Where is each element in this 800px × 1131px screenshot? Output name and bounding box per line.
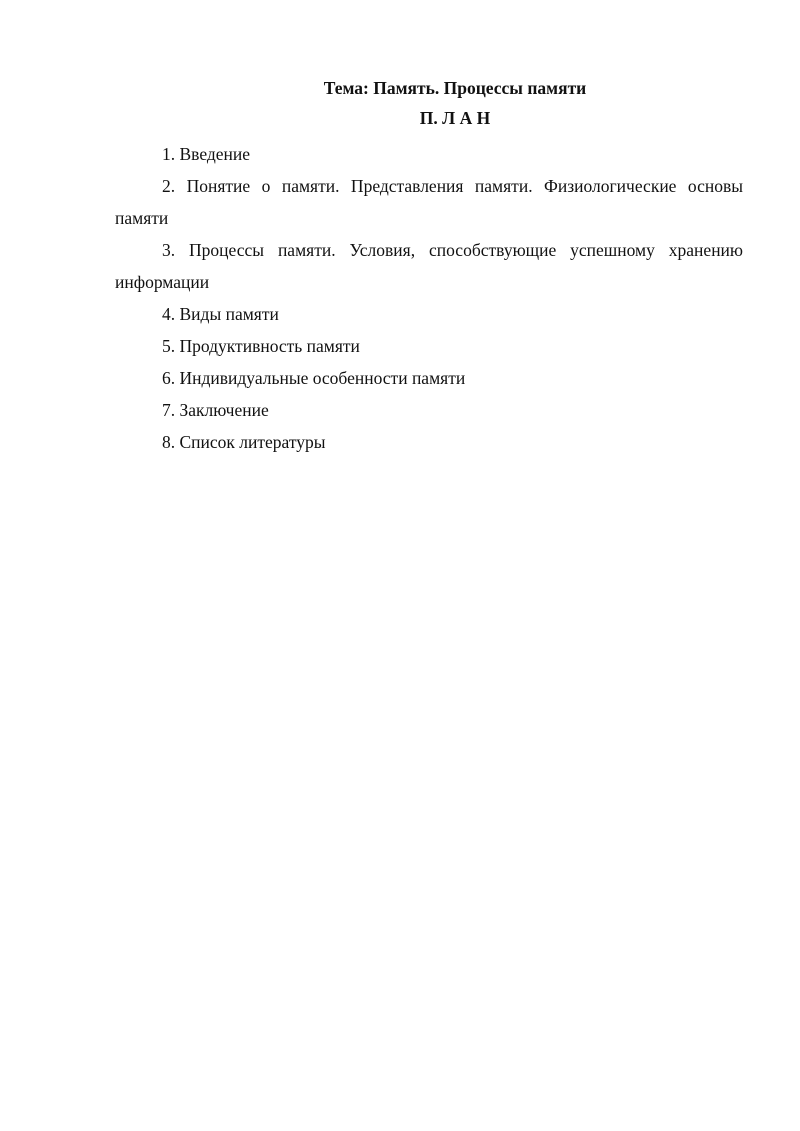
plan-item-memory-productivity: 5. Продуктивность памяти	[162, 336, 360, 356]
plan-item-memory-concept: 2. Понятие о памяти. Представления памяти. Физиологические основы памяти	[115, 176, 743, 228]
plan-item-individual-features: 6. Индивидуальные особенности памяти	[162, 368, 466, 388]
plan-list	[115, 138, 743, 458]
plan-heading: П. Л А Н	[419, 108, 491, 128]
document-title: Тема: Память. Процессы памяти	[323, 78, 587, 98]
plan-item-references: 8. Список литературы	[162, 432, 326, 452]
document-content	[115, 74, 743, 458]
plan-item-memory-types: 4. Виды памяти	[162, 304, 279, 324]
plan-item-memory-processes: 3. Процессы памяти. Условия, способствующие успешному хранению информации	[115, 240, 743, 292]
plan-item-conclusion: 7. Заключение	[162, 400, 269, 420]
plan-item-introduction: 1. Введение	[162, 144, 251, 164]
